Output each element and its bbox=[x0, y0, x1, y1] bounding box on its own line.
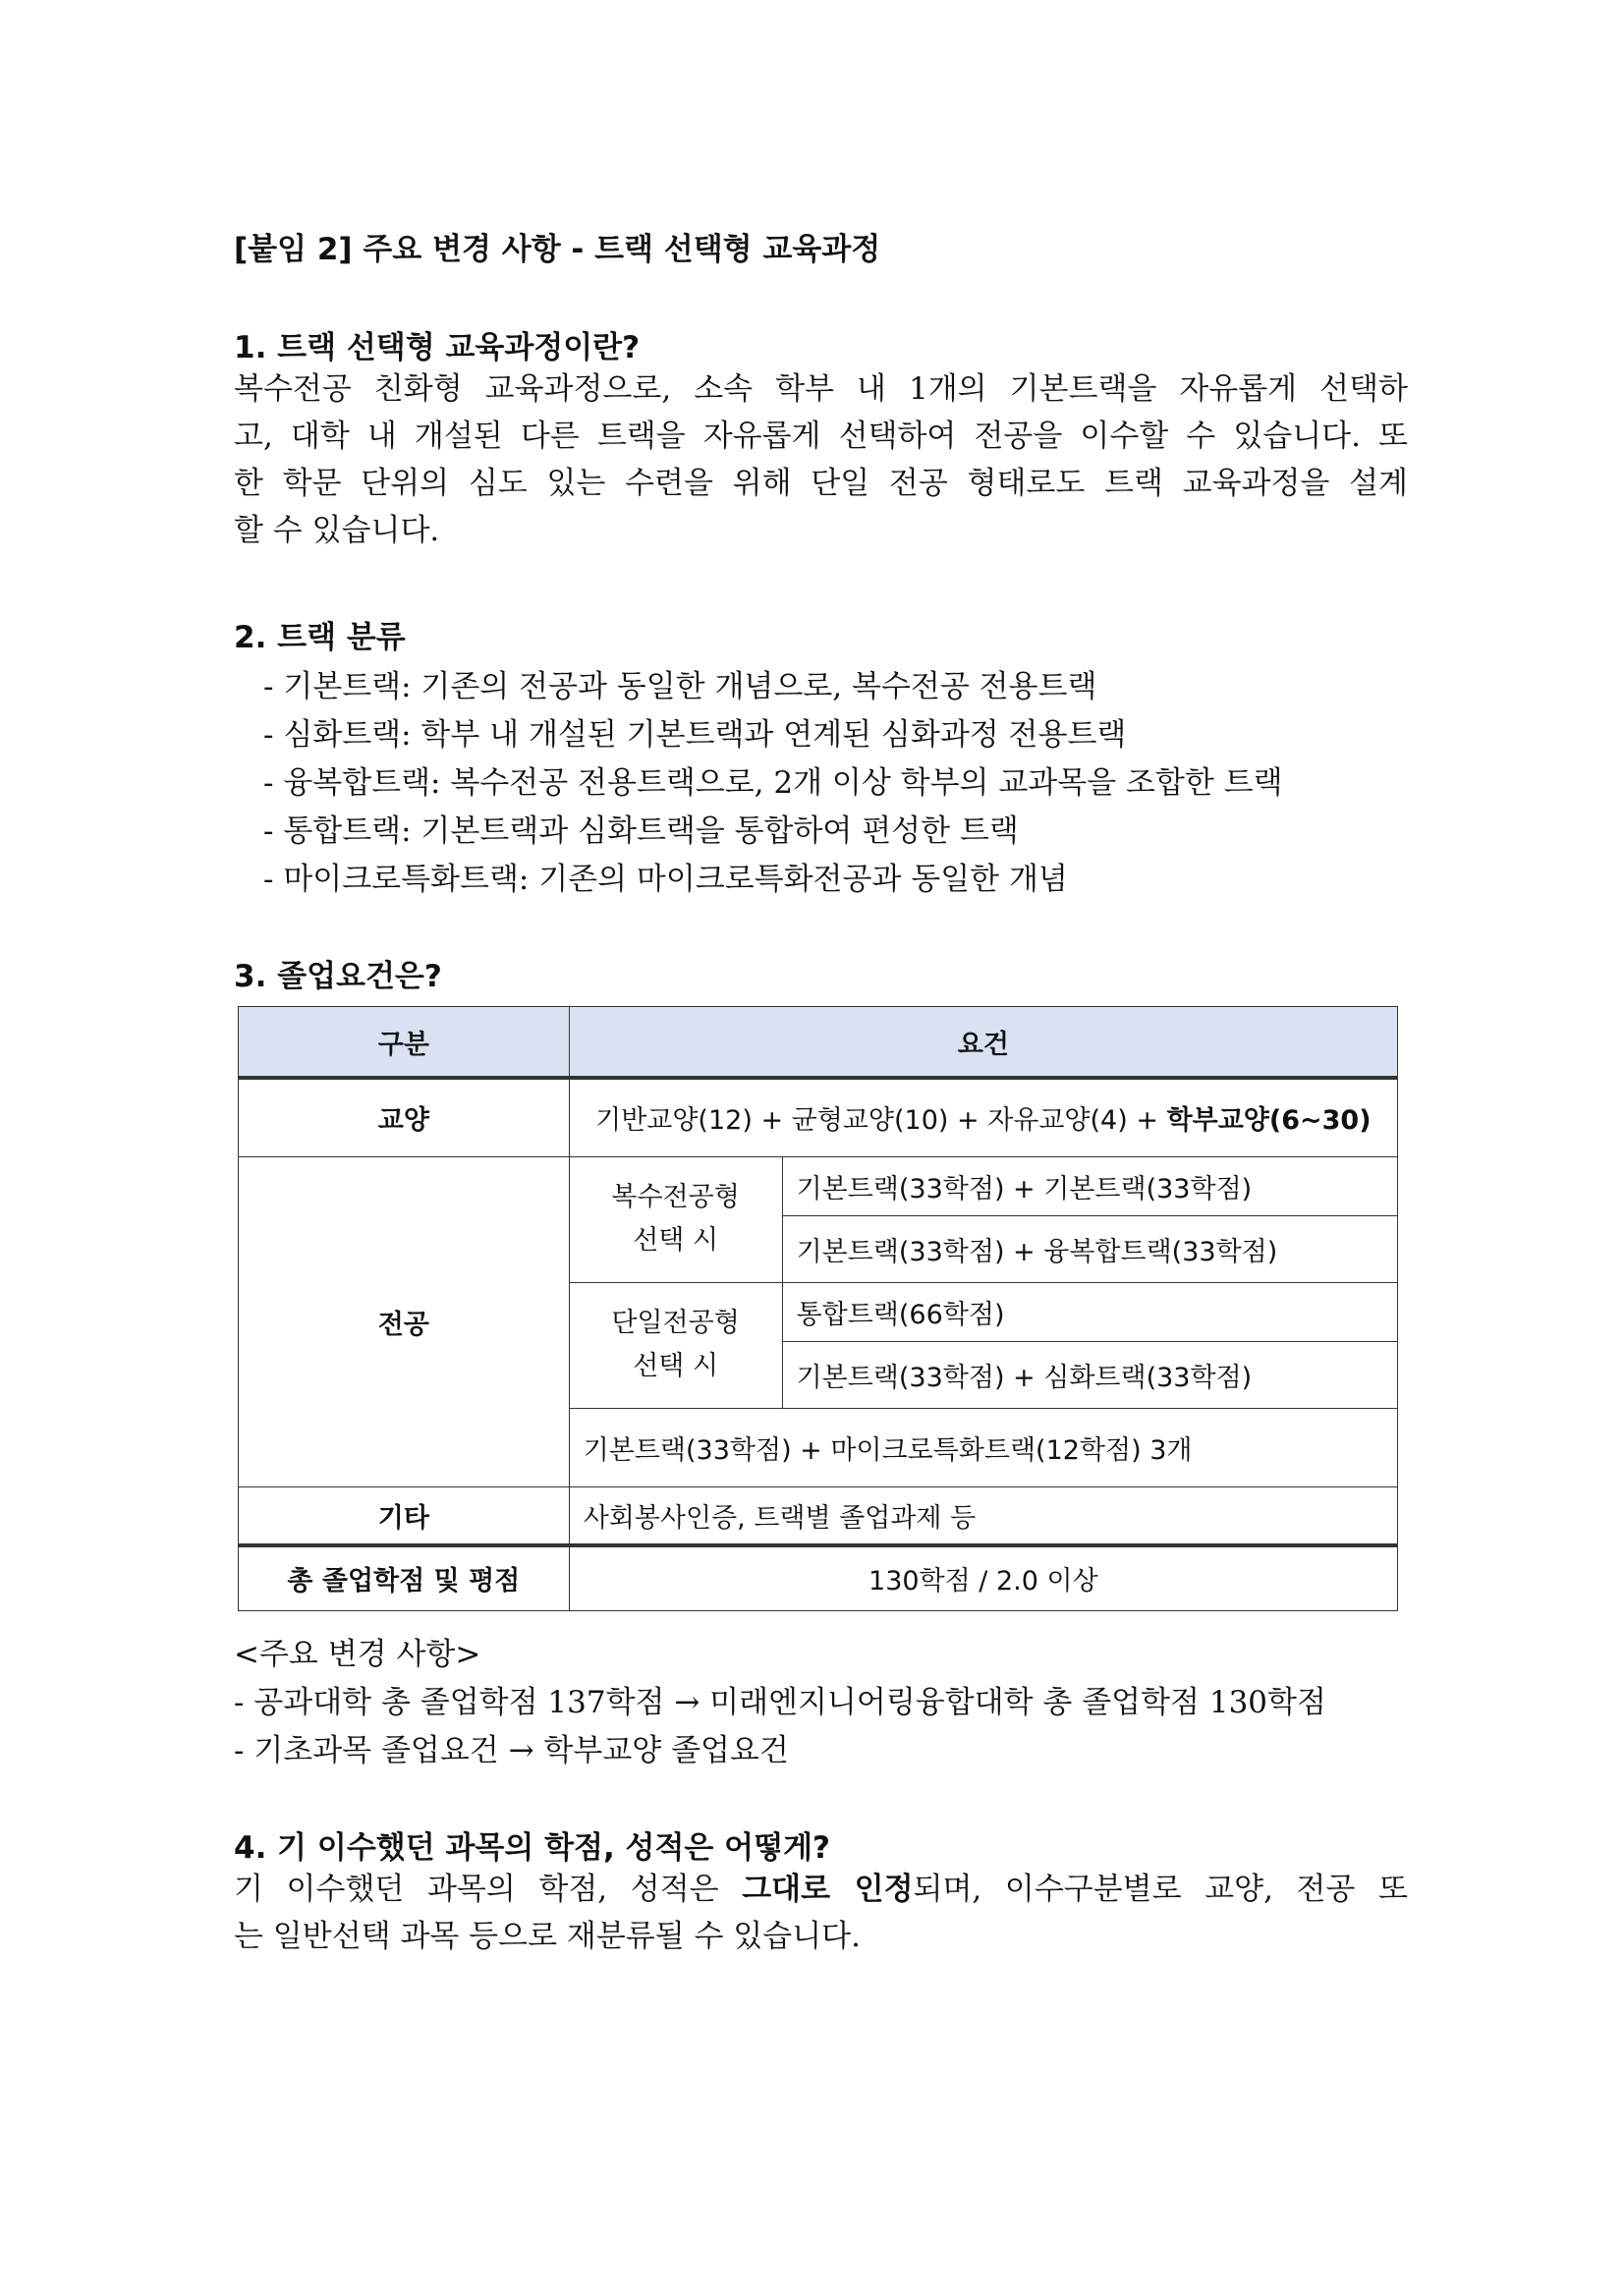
document-title: [붙임 2] 주요 변경 사항 - 트랙 선택형 교육과정 bbox=[234, 232, 881, 267]
liberal-value-bold: 학부교양(6~30) bbox=[1166, 1105, 1372, 1137]
double-major-label: 복수전공형 선택 시 bbox=[569, 1156, 782, 1282]
row-value-liberal bbox=[569, 1078, 1397, 1156]
row-label-etc: 기타 bbox=[239, 1486, 570, 1545]
section-1-line: 복수전공 친화형 교육과정으로, 소속 학부 내 1개의 기본트랙을 자유롭게 선택하 bbox=[234, 371, 1408, 407]
double-major-option-1: 기본트랙(33학점) + 기본트랙(33학점) bbox=[782, 1156, 1397, 1215]
header-requirement: 요건 bbox=[569, 1007, 1397, 1079]
section-4-paragraph bbox=[234, 1866, 1408, 1960]
change-item: - 공과대학 총 졸업학점 137학점 → 미래엔지니어링융합대학 총 졸업학점 130학점 bbox=[234, 1685, 1326, 1720]
section-4-heading: 4. 기 이수했던 과목의 학점, 성적은 어떻게? bbox=[234, 1830, 830, 1866]
section-1-heading: 1. 트랙 선택형 교육과정이란? bbox=[234, 330, 641, 365]
section-3-heading: 3. 졸업요건은? bbox=[234, 959, 442, 994]
row-value-total: 130학점 / 2.0 이상 bbox=[569, 1545, 1397, 1610]
section-4-line: 는 일반선택 과목 등으로 재분류될 수 있습니다. bbox=[234, 1919, 861, 1954]
changes-title: <주요 변경 사항> bbox=[234, 1637, 481, 1672]
track-item-micro: - 마이크로특화트랙: 기존의 마이크로특화전공과 동일한 개념 bbox=[263, 862, 1068, 897]
section-4-line bbox=[234, 1866, 1408, 1913]
header-category: 구분 bbox=[239, 1007, 570, 1079]
track-item-advanced: - 심화트랙: 학부 내 개설된 기본트랙과 연계된 심화과정 전용트랙 bbox=[263, 717, 1127, 753]
row-label-major: 전공 bbox=[239, 1156, 570, 1486]
change-item: - 기초과목 졸업요건 → 학부교양 졸업요건 bbox=[234, 1733, 789, 1768]
row-value-etc: 사회봉사인증, 트랙별 졸업과제 등 bbox=[569, 1486, 1397, 1545]
row-label-total: 총 졸업학점 및 평점 bbox=[239, 1545, 570, 1610]
graduation-requirements-table bbox=[238, 1006, 1398, 1611]
section-1-line: 고, 대학 내 개설된 다른 트랙을 자유롭게 선택하여 전공을 이수할 수 있습니다. 또 bbox=[234, 419, 1408, 454]
section-1-line: 한 학문 단위의 심도 있는 수련을 위해 단일 전공 형태로도 트랙 교육과정을 설계 bbox=[234, 466, 1408, 501]
single-major-option-2: 기본트랙(33학점) + 심화트랙(33학점) bbox=[782, 1341, 1397, 1408]
section-4-bold-text: 그대로 인정 bbox=[742, 1872, 914, 1907]
section-1-paragraph bbox=[234, 365, 1408, 554]
section-4-text: 되며, 이수구분별로 교양, 전공 또 bbox=[913, 1872, 1409, 1907]
section-4-text: 기 이수했던 과목의 학점, 성적은 bbox=[234, 1872, 743, 1907]
section-2-heading: 2. 트랙 분류 bbox=[234, 620, 406, 655]
double-major-option-2: 기본트랙(33학점) + 융복합트랙(33학점) bbox=[782, 1215, 1397, 1282]
single-major-option-1: 통합트랙(66학점) bbox=[782, 1282, 1397, 1341]
track-item-integrated: - 통합트랙: 기본트랙과 심화트랙을 통합하여 편성한 트랙 bbox=[263, 813, 1019, 849]
single-major-label: 단일전공형 선택 시 bbox=[569, 1282, 782, 1408]
track-item-convergence: - 융복합트랙: 복수전공 전용트랙으로, 2개 이상 학부의 교과목을 조합한 트랙 bbox=[263, 765, 1283, 801]
micro-track-option: 기본트랙(33학점) + 마이크로특화트랙(12학점) 3개 bbox=[569, 1408, 1397, 1486]
liberal-value-text: 기반교양(12) + 균형교양(10) + 자유교양(4) + bbox=[595, 1105, 1167, 1137]
track-item-basic: - 기본트랙: 기존의 전공과 동일한 개념으로, 복수전공 전용트랙 bbox=[263, 669, 1097, 704]
row-label-liberal: 교양 bbox=[239, 1078, 570, 1156]
section-1-line: 할 수 있습니다. bbox=[234, 513, 440, 548]
